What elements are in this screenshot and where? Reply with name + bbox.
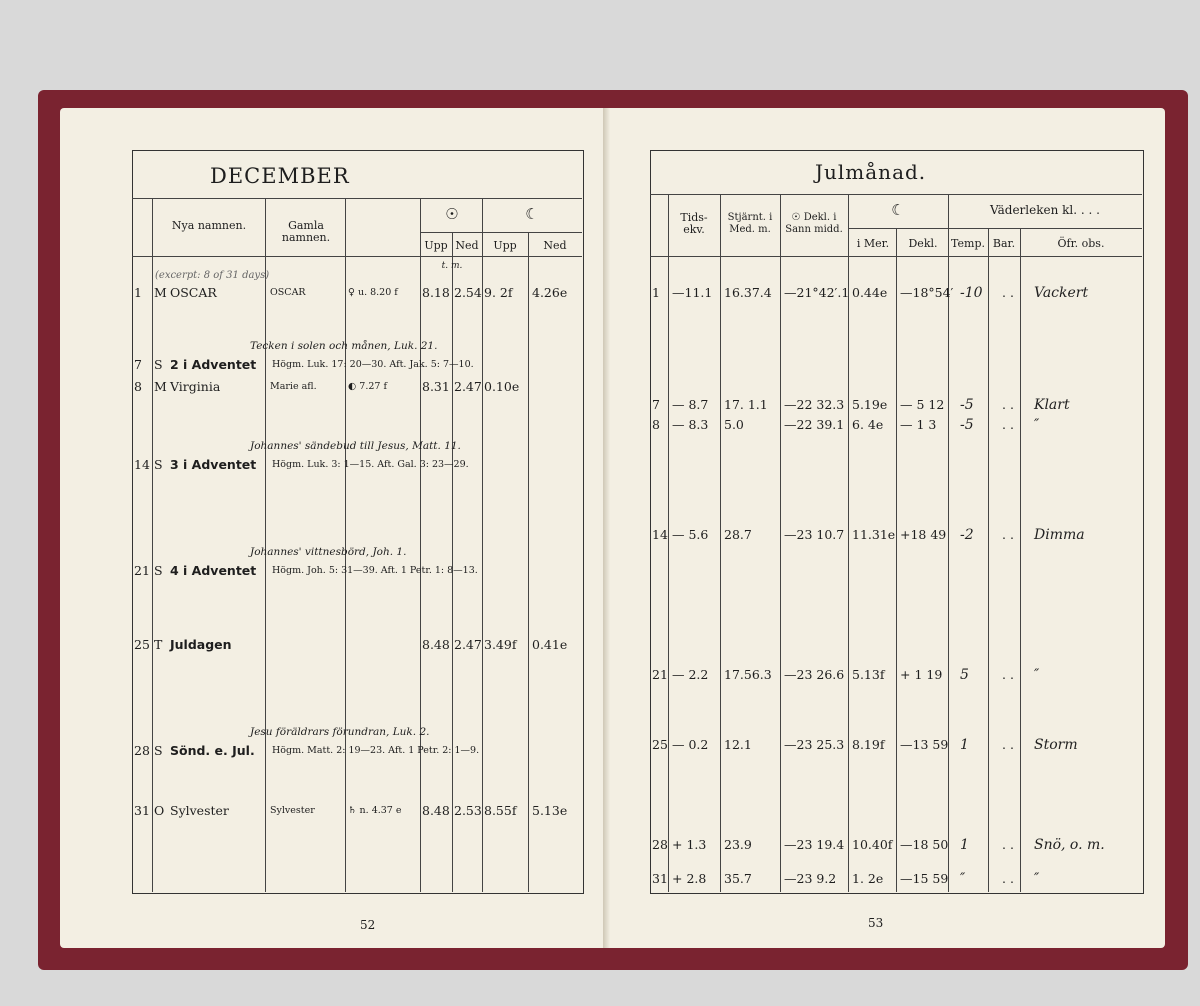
page-number: 53 (868, 916, 884, 930)
moon-icon: ☾ (525, 205, 539, 223)
section-note: Johannes' sändebud till Jesus, Matt. 11. (250, 440, 461, 452)
header-moon-rise: Upp (493, 239, 517, 252)
left-page: DECEMBER Nya namnen. Gamla namnen. ☉ ☾ Upp Ned Upp Ned t. m. (excerpt: 8 of 31 days) 1 M OSCAR OSCAR ♀ u. 8.20 f 8.18 2.54 9. 2f 4.26e Tecken i solen och månen, Luk. 21. 7 S 2 i Adventet Högm. Luk. 17: 20—30. Aft. Jak. 5: 7—10. 8 M Virginia Marie afl. ◐ 7.27 f 8.31 2.47 0.10e Johannes' sändebud till Jesus, Matt. 11. 14 S 3 i Adventet Högm. Luk. 3: 1—15. Aft. Gal. 3: 23—29. Johannes' vittnesbörd, Joh. 1. 21 S 4 i Adventet Högm. Joh. 5: 31—39. Aft. 1 Petr. 1: 8—13. 25 T Juldagen 8.48 2.47 3.49f 0.41e Jesu föräldrars förundran, Luk. 2. 28 S Sönd. e. Jul. Högm. Matt. 2: 19—23. Aft. 1 Petr. 2: 1—9. 31 O Sylvester Sylvester ♄ n. 4.37 e 8.48 2.53 8.55f 5.13e 52 (60, 108, 605, 948)
header-sun-set: Ned (455, 239, 479, 252)
header-sun-declination: ☉ Dekl. i Sann midd. (785, 212, 843, 235)
section-note: Tecken i solen och månen, Luk. 21. (250, 340, 438, 352)
header-other-observations: Öfr. obs. (1057, 237, 1105, 250)
right-table-frame (650, 150, 1144, 894)
left-page-title: DECEMBER (210, 164, 350, 188)
header-moon-set: Ned (543, 239, 567, 252)
sun-icon: ☉ (445, 205, 459, 223)
section-note: Johannes' vittnesbörd, Joh. 1. (250, 546, 407, 558)
section-note: Jesu föräldrars förundran, Luk. 2. (250, 726, 430, 738)
header-temperature: Temp. (951, 237, 985, 250)
header-old-names: Gamla namnen. (281, 219, 331, 244)
header-units: t. m. (441, 261, 463, 271)
right-page-title: Julmånad. (815, 160, 927, 184)
right-page: Julmånad. Tids-ekv. Stjärnt. i Med. m. ☉ Dekl. i Sann midd. ☾ i Mer. Dekl. Väderleken kl. . . . Temp. Bar. Öfr. obs. 1 —11.1 16.37.4 —21°42′.1 0.44e —18°54′ -10 . . Vackert 7 — 8.7 17. 1.1 —22 32.3 5.19e — 5 12 -5 . . Klart 8 — 8.3 5.0 —22 39.1 6. 4e — 1 3 -5 . . ″ 14 — 5.6 28.7 —23 10.7 11.31e +18 49 -2 . . Dimma 21 — 2.2 17.56.3 —23 26.6 5.13f + 1 19 5 . . ″ 25 — 0.2 12.1 —23 25.3 8.19f —13 59 1 . . Storm 28 + 1.3 23.9 —23 19.4 10.40f —18 50 1 . . Snö, o. m. 31 + 2.8 35.7 —23 9.2 1. 2e —15 59 ″ . . ″ 53 (610, 108, 1165, 948)
header-barometer: Bar. (992, 237, 1016, 250)
header-meridian: i Mer. (856, 237, 890, 250)
header-new-names: Nya namnen. (171, 219, 247, 232)
header-moon-declination: Dekl. (908, 237, 938, 250)
page-number: 52 (360, 918, 376, 932)
left-table-frame (132, 150, 584, 894)
header-sun-rise: Upp (424, 239, 448, 252)
header-sidereal-time: Stjärnt. i Med. m. (727, 212, 773, 235)
header-equation-of-time: Tids-ekv. (680, 211, 708, 236)
header-weather: Väderleken kl. . . . (990, 203, 1100, 217)
moon-icon: ☾ (891, 201, 905, 219)
